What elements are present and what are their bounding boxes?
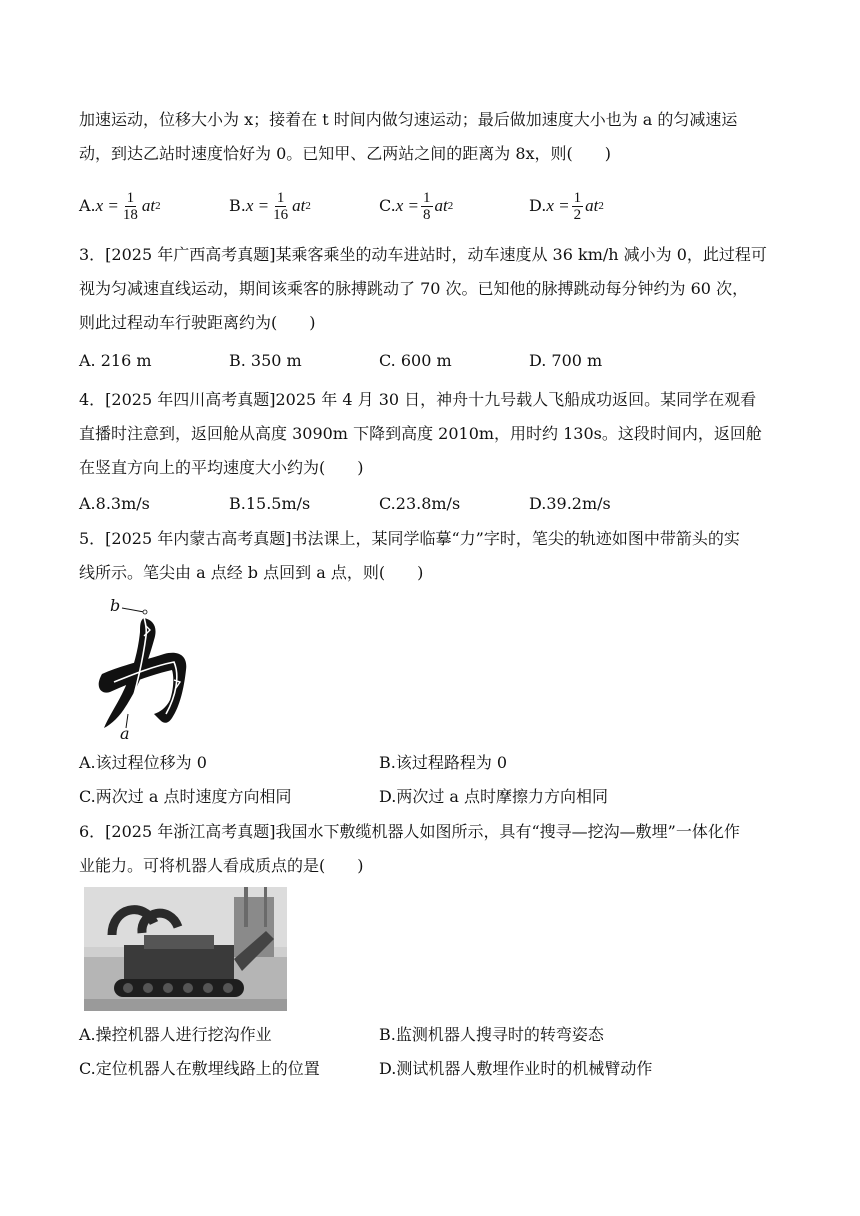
- option-rhs: at: [434, 196, 448, 215]
- underwater-cable-robot-photo: [84, 887, 287, 1011]
- q6-option-d: D.测试机器人敷埋作业时的机械臂动作: [379, 1059, 653, 1078]
- frac-den: 18: [122, 206, 138, 223]
- q2-option-d: [529, 186, 604, 226]
- q5-option-a: A.该过程位移为 0: [79, 753, 207, 772]
- calligraphy-figure: [84, 596, 200, 741]
- q5-text-line2: 线所示。笔尖由 a 点经 b 点回到 a 点，则( ): [79, 563, 424, 582]
- q2-option-b: [229, 186, 311, 226]
- q5-option-d: D.两次过 a 点时摩擦力方向相同: [379, 787, 609, 806]
- option-lhs: x =: [245, 196, 270, 215]
- q6-text-line2: 业能力。可将机器人看成质点的是( ): [79, 856, 364, 875]
- q3-text-line1: 3．[2025 年广西高考真题]某乘客乘坐的动车进站时，动车速度从 36 km/h 减小为 0，此过程可: [79, 245, 767, 264]
- frac-num: 1: [276, 189, 285, 206]
- fraction: [421, 190, 433, 223]
- fraction: [121, 190, 140, 223]
- option-rhs: at: [141, 196, 156, 215]
- q3-option-b: B. 350 m: [229, 351, 302, 370]
- q4-option-d: D.39.2m/s: [529, 494, 611, 513]
- q3-option-c: C. 600 m: [379, 351, 452, 370]
- frac-num: 1: [126, 189, 135, 206]
- option-letter: D.: [529, 196, 547, 215]
- option-rhs: at: [292, 196, 306, 215]
- fraction: [572, 190, 584, 223]
- q2-option-c: [379, 186, 453, 226]
- exponent: 2: [447, 200, 454, 212]
- frac-den: 2: [573, 206, 582, 223]
- q6-text-line1: 6．[2025 年浙江高考真题]我国水下敷缆机器人如图所示，具有“搜寻—挖沟—敷埋”一体化作: [79, 822, 740, 841]
- frac-num: 1: [573, 189, 582, 206]
- q5-text-line1: 5．[2025 年内蒙古高考真题]书法课上，某同学临摹“力”字时，笔尖的轨迹如图中带箭头的实: [79, 529, 740, 548]
- exponent: 2: [155, 200, 161, 212]
- frac-den: 16: [273, 206, 289, 223]
- q4-option-c: C.23.8m/s: [379, 494, 461, 513]
- q6-option-b: B.监测机器人搜寻时的转弯姿态: [379, 1025, 604, 1044]
- q6-option-c: C.定位机器人在敷埋线路上的位置: [79, 1059, 320, 1078]
- point-a-label: a: [120, 724, 130, 743]
- q5-option-c: C.两次过 a 点时速度方向相同: [79, 787, 292, 806]
- q4-text-line3: 在竖直方向上的平均速度大小约为( ): [79, 458, 364, 477]
- q4-text-line2: 直播时注意到，返回舱从高度 3090m 下降到高度 2010m，用时约 130s。这段时间内，返回舱: [79, 424, 762, 443]
- option-lhs: x =: [395, 196, 420, 215]
- point-b-label: b: [110, 596, 121, 615]
- calligraphy-li-character-drawing: [84, 596, 200, 741]
- option-letter: A.: [79, 196, 96, 215]
- fraction: [271, 190, 290, 223]
- frac-den: 8: [423, 206, 431, 223]
- q5-option-b: B.该过程路程为 0: [379, 753, 508, 772]
- q4-option-b: B.15.5m/s: [229, 494, 311, 513]
- option-rhs: at: [585, 196, 599, 215]
- q6-option-a: A.操控机器人进行挖沟作业: [79, 1025, 272, 1044]
- q3-option-a: A. 216 m: [79, 351, 152, 370]
- q3-text-line2: 视为匀减速直线运动，期间该乘客的脉搏跳动了 70 次。已知他的脉搏跳动每分钟约为 60 次，: [79, 279, 749, 298]
- frac-num: 1: [423, 189, 431, 206]
- exponent: 2: [305, 200, 311, 212]
- option-lhs: x =: [546, 196, 570, 215]
- q2-text-line2: 动，到达乙站时速度恰好为 0。已知甲、乙两站之间的距离为 8x，则( ): [79, 144, 612, 163]
- q2-text-line1: 加速运动，位移大小为 x；接着在 t 时间内做匀速运动；最后做加速度大小也为 a 的匀减速运: [79, 110, 738, 129]
- option-letter: C.: [379, 196, 396, 215]
- q3-text-line3: 则此过程动车行驶距离约为( ): [79, 313, 316, 332]
- robot-photo-drawing: [84, 887, 287, 1011]
- exponent: 2: [598, 200, 604, 212]
- q4-option-a: A.8.3m/s: [79, 494, 150, 513]
- option-letter: B.: [229, 196, 246, 215]
- option-lhs: x =: [95, 196, 119, 215]
- q4-text-line1: 4．[2025 年四川高考真题]2025 年 4 月 30 日，神舟十九号载人飞船成功返回。某同学在观看: [79, 390, 757, 409]
- q3-option-d: D. 700 m: [529, 351, 603, 370]
- q2-option-a: [79, 186, 161, 226]
